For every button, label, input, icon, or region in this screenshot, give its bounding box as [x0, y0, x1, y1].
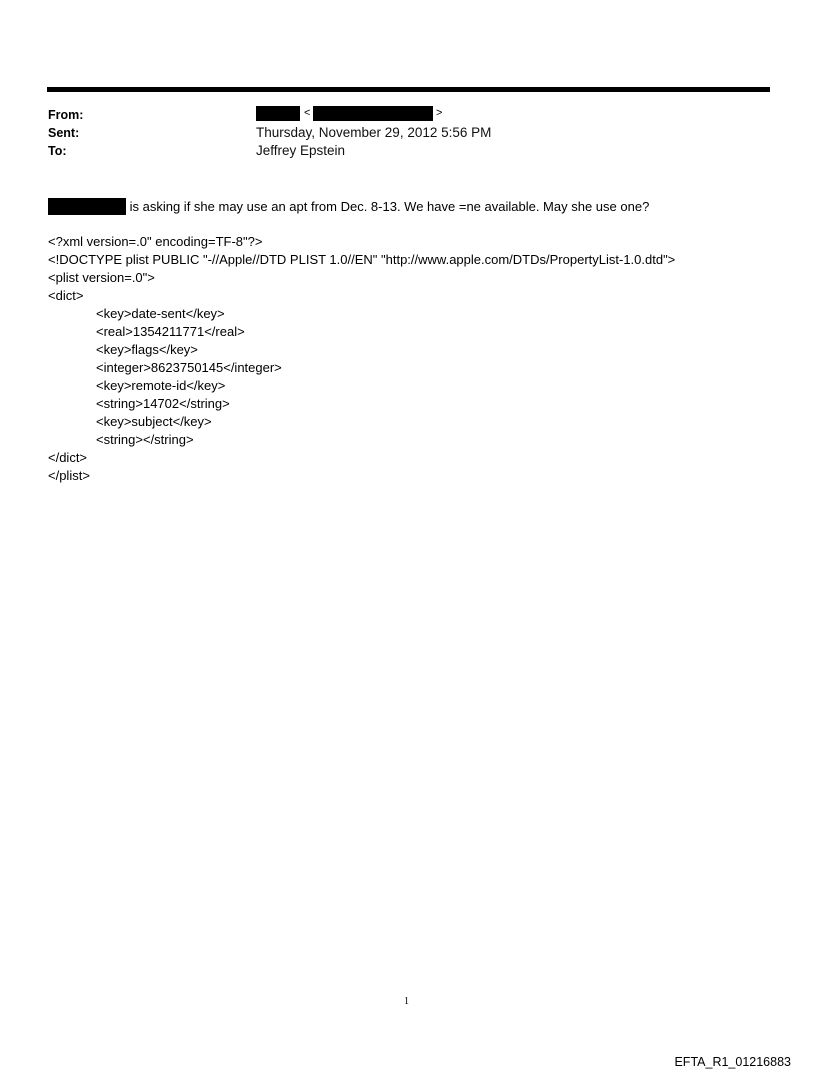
from-email-redaction [313, 106, 433, 121]
plist-line: <integer>8623750145</integer> [96, 360, 282, 375]
plist-line: <?xml version=.0" encoding=TF-8"?> [48, 234, 263, 249]
plist-line: <key>date-sent</key> [96, 306, 225, 321]
sent-value: Thursday, November 29, 2012 5:56 PM [256, 125, 492, 140]
message-text: is asking if she may use an apt from Dec. 8-13. We have =ne available. May she use one? [126, 199, 650, 214]
plist-line: <!DOCTYPE plist PUBLIC "-//Apple//DTD PLIST 1.0//EN" "http://www.apple.com/DTDs/PropertyList-1.0.dtd"> [48, 252, 676, 267]
sender-name-redaction [48, 198, 126, 215]
from-label: From: [48, 108, 84, 122]
from-gt: > [436, 107, 443, 119]
page-number: 1 [404, 996, 409, 1007]
plist-line: <dict> [48, 288, 84, 303]
plist-line: <key>remote-id</key> [96, 378, 226, 393]
from-lt: < [304, 107, 311, 119]
plist-line: <string></string> [96, 432, 194, 447]
plist-line: <plist version=.0"> [48, 270, 155, 285]
header-rule [47, 87, 770, 92]
to-label: To: [48, 144, 67, 158]
plist-line: <key>flags</key> [96, 342, 198, 357]
sent-label: Sent: [48, 126, 80, 140]
plist-line: </plist> [48, 468, 90, 483]
bates-number: EFTA_R1_01216883 [674, 1055, 791, 1069]
to-value: Jeffrey Epstein [256, 143, 346, 158]
plist-line: <string>14702</string> [96, 396, 230, 411]
from-name-redaction [256, 106, 300, 121]
plist-line: </dict> [48, 450, 88, 465]
plist-line: <key>subject</key> [96, 414, 212, 429]
plist-line: <real>1354211771</real> [96, 324, 245, 339]
